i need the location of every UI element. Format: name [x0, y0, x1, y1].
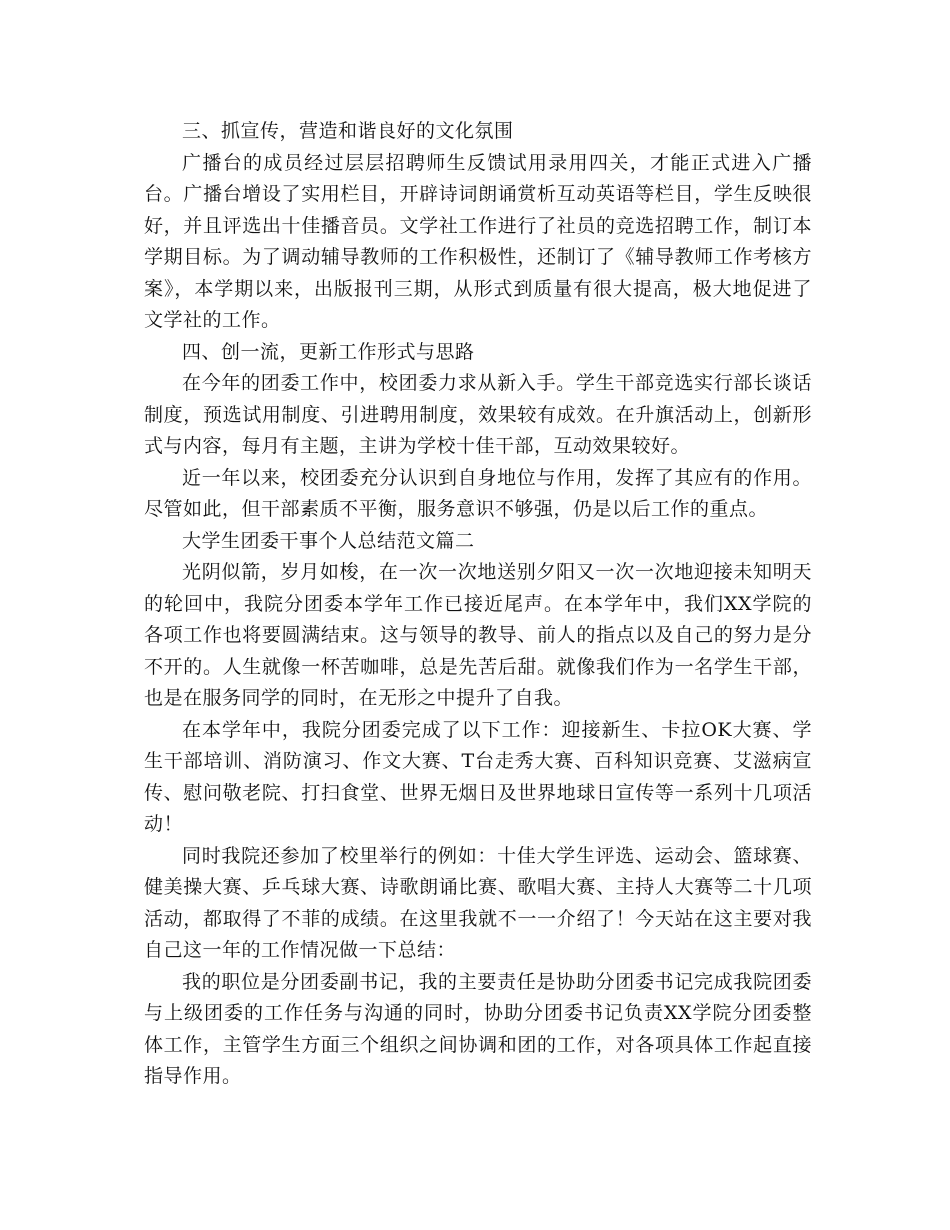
- document-body: [144, 116, 812, 1093]
- article-title-part-two: 大学生团委干事个人总结范文篇二: [182, 529, 475, 552]
- section-heading-publicity: 三、抓宣传，营造和谐良好的文化氛围: [182, 120, 514, 142]
- paragraph-broadcast-station: 广播台的成员经过层层招聘师生反馈试用录用四关，才能正式进入广播台。广播台增设了实用栏目，开辟诗词朗诵赏析互动英语等栏目，学生反映很好，并且评选出十佳播音员。文学社工作进行了社员的竞选招聘工作，制订本学期目标。为了调动辅导教师的工作积极性，还制订了《辅导教师工作考核方案》，本学期以来，出版报刊三期，从形式到质量有很大提高，极大地促进了文学社的工作。: [144, 151, 812, 331]
- paragraph-youth-league-work: 在今年的团委工作中，校团委力求从新入手。学生干部竞选实行部长谈话制度，预选试用制度、引进聘用制度，效果较有成效。在升旗活动上，创新形式与内容，每月有主题，主讲为学校十佳干部，互动效果较好。: [144, 372, 812, 457]
- paragraph-school-activities: 同时我院还参加了校里举行的例如：十佳大学生评选、运动会、篮球赛、健美操大赛、乒乓球大赛、诗歌朗诵比赛、歌唱大赛、主持人大赛等二十几项活动，都取得了不菲的成绩。在这里我就不一一介绍了！今天站在这主要对我自己这一年的工作情况做一下总结：: [144, 844, 812, 961]
- paragraph-position-duties: 我的职位是分团委副书记，我的主要责任是协助分团委书记完成我院团委与上级团委的工作任务与沟通的同时，协助分团委书记负责XX学院分团委整体工作，主管学生方面三个组织之间协调和团的工作，对各项具体工作起直接指导作用。: [144, 970, 812, 1087]
- paragraph-completed-work: 在本学年中，我院分团委完成了以下工作：迎接新生、卡拉OK大赛、学生干部培训、消防演习、作文大赛、T台走秀大赛、百科知识竞赛、艾滋病宣传、慰问敬老院、打扫食堂、世界无烟日及世界地球日宣传等一系列十几项活动！: [144, 718, 812, 835]
- paragraph-time-flies: 光阴似箭，岁月如梭，在一次一次地送别夕阳又一次一次地迎接未知明天的轮回中，我院分团委本学年工作已接近尾声。在本学年中，我们XX学院的各项工作也将要圆满结束。这与领导的教导、前人的指点以及自己的努力是分不开的。人生就像一杯苦咖啡，总是先苦后甜。就像我们作为一名学生干部，也是在服务同学的同时，在无形之中提升了自我。: [144, 561, 812, 709]
- paragraph-year-summary: 近一年以来，校团委充分认识到自身地位与作用，发挥了其应有的作用。尽管如此，但干部素质不平衡，服务意识不够强，仍是以后工作的重点。: [144, 466, 812, 520]
- section-heading-innovation: 四、创一流，更新工作形式与思路: [182, 340, 475, 363]
